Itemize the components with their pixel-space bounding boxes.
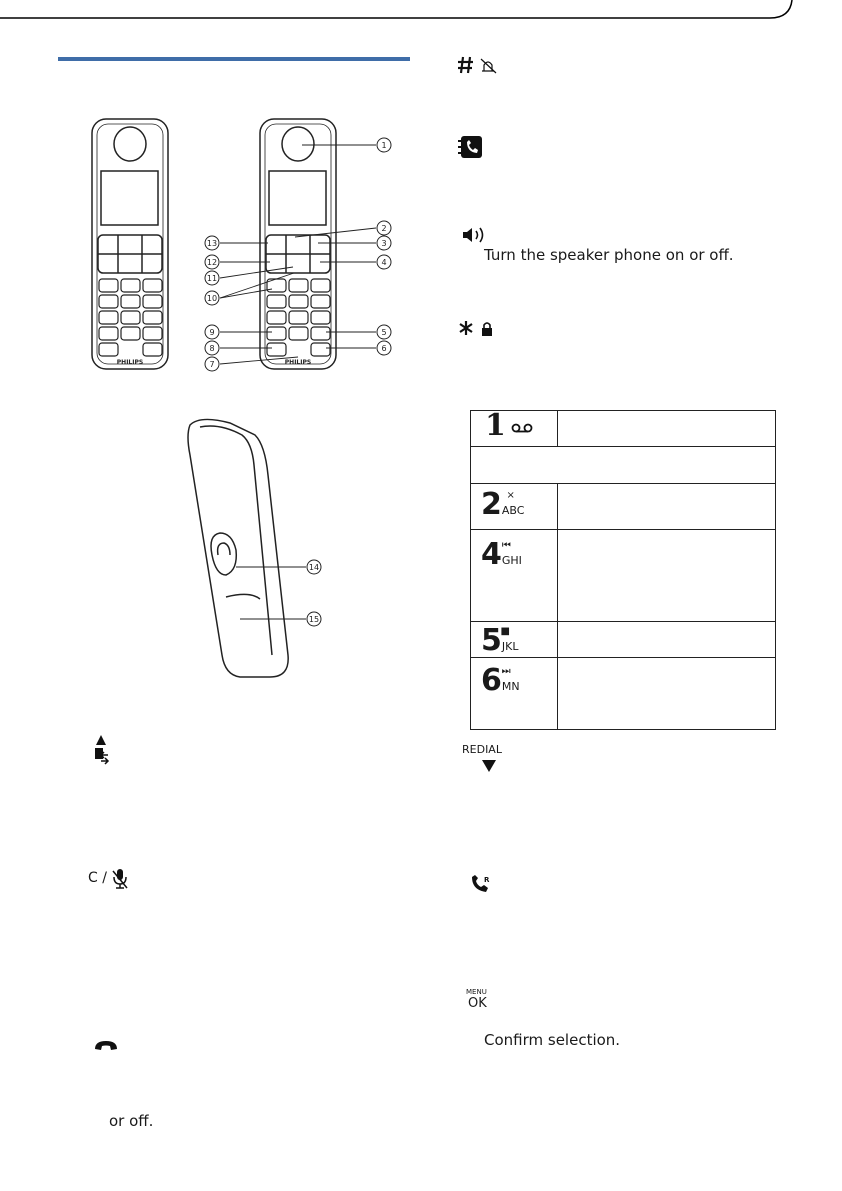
handset-side-diagram	[180, 415, 340, 685]
phonebook-icon	[458, 135, 484, 159]
handset-front-diagram	[80, 115, 410, 385]
brand-right: PHILIPS	[284, 359, 312, 366]
key-2-letters: ABC	[501, 504, 525, 517]
callout-9: 9	[209, 328, 215, 337]
key-5-symbol: ■	[500, 626, 510, 637]
clear-label: C /	[88, 870, 107, 886]
mic-mute-icon	[112, 868, 128, 890]
menu-label: MENU	[466, 988, 487, 996]
key-6-cell	[471, 658, 558, 730]
brand-left: PHILIPS	[116, 359, 144, 366]
callout-13: 13	[206, 239, 218, 248]
callout-12: 12	[206, 258, 218, 267]
callout-1: 1	[381, 141, 387, 150]
top-edge-curve	[0, 0, 842, 60]
key-2-digit: 2	[481, 487, 502, 522]
key-function-table	[470, 410, 776, 730]
hash-ringer-off-icon	[458, 55, 500, 75]
callout-4: 4	[381, 258, 387, 267]
callout-3: 3	[381, 239, 387, 248]
key-4-symbol: ⏮	[501, 540, 511, 551]
key-5-desc	[558, 622, 776, 658]
key-4-letters: GHI	[501, 554, 522, 567]
key-1-digit: 1	[485, 408, 506, 443]
key-6-letters: MN	[501, 680, 520, 693]
section-rule	[58, 57, 410, 61]
speaker-description: Turn the speaker phone on or off.	[484, 246, 734, 264]
key-5-digit: 5	[481, 623, 502, 658]
key-4-digit: 4	[481, 537, 502, 572]
key-6-symbol: ⏭	[501, 666, 511, 677]
key-1-desc	[558, 411, 776, 447]
key-6-desc	[558, 658, 776, 730]
end-call-icon	[94, 1040, 118, 1052]
callout-8: 8	[209, 344, 215, 353]
svg-text:R: R	[484, 876, 490, 884]
key-2-desc	[558, 484, 776, 530]
callout-6: 6	[381, 344, 387, 353]
callout-7: 7	[209, 360, 215, 369]
callout-10: 10	[206, 294, 218, 303]
callout-11: 11	[206, 274, 218, 283]
key-2-cell	[471, 484, 558, 530]
key-6-digit: 6	[481, 663, 502, 698]
table-subheader	[471, 447, 776, 484]
key-2-symbol: ×	[506, 490, 515, 501]
confirm-selection-text: Confirm selection.	[484, 1031, 621, 1049]
callout-5: 5	[381, 328, 387, 337]
key-4-desc	[558, 530, 776, 622]
key-1-cell	[471, 408, 558, 447]
up-phonebook-icon	[92, 733, 110, 767]
ok-label: OK	[468, 996, 487, 1011]
callout-2: 2	[381, 224, 387, 233]
star-keylock-icon	[458, 320, 494, 338]
down-arrow-icon	[482, 760, 496, 772]
key-4-cell	[471, 530, 558, 622]
voicemail-icon	[511, 423, 533, 433]
callout-14: 14	[308, 563, 320, 572]
left-bottom-text: or off.	[109, 1112, 154, 1130]
redial-label: REDIAL	[462, 743, 502, 756]
key-5-cell	[471, 622, 558, 658]
callout-15: 15	[308, 615, 320, 624]
speaker-icon	[462, 226, 488, 244]
key-5-letters: JKL	[501, 640, 519, 653]
recall-icon	[470, 874, 492, 894]
